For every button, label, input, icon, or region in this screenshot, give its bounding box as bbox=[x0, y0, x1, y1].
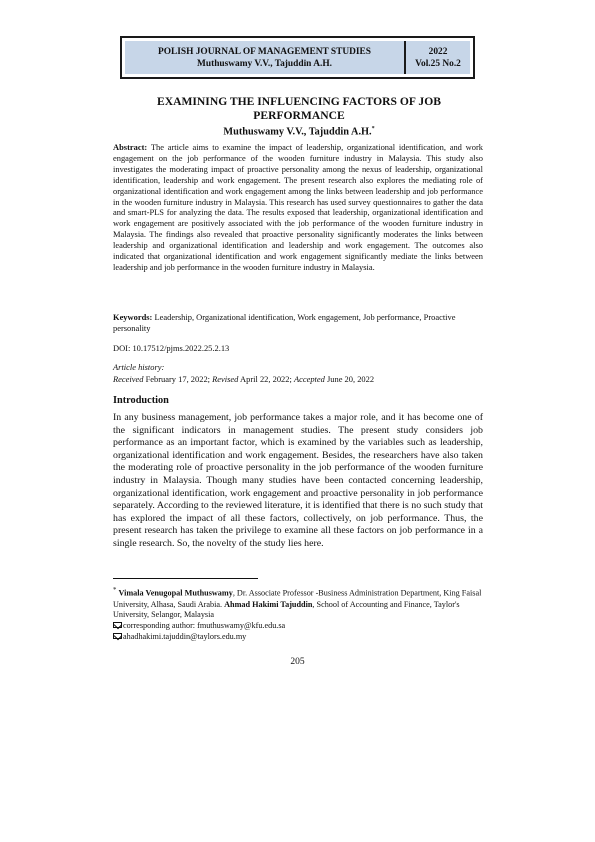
introduction-paragraph: In any business management, job performance takes a major role, and it has become one of the significant indicators in management studies. The present study considers job performance as an important factor, which is examined by the variables such as leadership, organizational identification and work engagement. Besides, the researchers have also taken the moderating role of proactive personality in the job performance of the wooden furniture industry in Malaysia. Though many studies have been contacted concerning leadership, organizational identification, work engagement and proactive personality in job performance separately. According to the reviewed literature, it is identified that there is no such study that has explored the impact of all these factors, collectively, on job performance. Thus, the present research has taken the privilege to examine all these factors on job performance in a single research. So, the novelty of the study lies here. bbox=[113, 412, 483, 549]
accepted-label: Accepted bbox=[293, 374, 325, 384]
paper-title-line1: EXAMINING THE INFLUENCING FACTORS OF JOB bbox=[157, 95, 441, 108]
envelope-icon bbox=[113, 633, 122, 639]
author-footnote bbox=[113, 586, 483, 643]
journal-header bbox=[120, 36, 475, 79]
author-footnote-mark: * bbox=[371, 126, 375, 132]
footnote-mark: * bbox=[113, 587, 117, 594]
history-label: Article history: bbox=[113, 362, 165, 372]
revised-label: Revised bbox=[212, 374, 239, 384]
revised-date: April 22, 2022; bbox=[238, 374, 294, 384]
journal-name: POLISH JOURNAL OF MANAGEMENT STUDIES bbox=[157, 46, 372, 57]
paper-authors bbox=[112, 126, 486, 137]
article-history bbox=[113, 361, 483, 385]
footnote-author2: Ahmad Hakimi Tajuddin bbox=[224, 599, 313, 609]
keywords-text: Leadership, Organizational identification, Work engagement, Job performance, Proactive personality bbox=[113, 312, 456, 333]
introduction-heading: Introduction bbox=[113, 395, 169, 406]
journal-volume: Vol.25 No.2 bbox=[415, 58, 461, 69]
keywords bbox=[113, 312, 483, 334]
footnote-affiliation2: , School of Accounting and Finance, Taylor's University, Selangor, Malaysia bbox=[113, 599, 460, 620]
footnote-divider bbox=[113, 578, 258, 579]
footnote-email2[interactable]: ahadhakimi.tajuddin@taylors.edu.my bbox=[123, 631, 247, 641]
paper-title-line2: PERFORMANCE bbox=[253, 109, 345, 122]
doi: DOI: 10.17512/pjms.2022.25.2.13 bbox=[113, 343, 230, 353]
abstract bbox=[113, 142, 483, 273]
received-date: February 17, 2022; bbox=[143, 374, 213, 384]
footnote-email1[interactable]: corresponding author: fmuthuswamy@kfu.edu.sa bbox=[123, 621, 286, 631]
footnote-affiliation1: , Dr. Associate Professor -Business Administration Department, King Faisal University, Alhasa, Saudi Arabia. bbox=[113, 588, 482, 609]
journal-year: 2022 bbox=[428, 46, 448, 57]
footnote-author1: Vimala Venugopal Muthuswamy bbox=[118, 588, 233, 598]
page-number: 205 bbox=[290, 657, 305, 667]
envelope-icon bbox=[113, 622, 122, 628]
abstract-label: Abstract: bbox=[113, 142, 148, 152]
authors-names: Muthuswamy V.V., Tajuddin A.H. bbox=[223, 126, 372, 138]
header-journal-info bbox=[125, 41, 406, 74]
header-issue-info bbox=[406, 41, 470, 74]
header-authors: Muthuswamy V.V., Tajuddin A.H. bbox=[197, 58, 332, 69]
abstract-text: The article aims to examine the impact of leadership, organizational identification, and work engagement on the job performance of the wooden furniture industry in Malaysia. This study also investigates the moderating impact of proactive personality among the nexus of leadership, organizational identification, leadership and work engagement. The present research also explores the mediating role of organizational identification and work engagement among the links between leadership and job performance in the wooden furniture industry in Malaysia. This research has used survey questionnaires to gather the data and smart-PLS for analyzing the data. The results exposed that leadership, organizational identification and work engagement are positively associated with the job performance of the wooden furniture industry in Malaysia. The findings also revealed that proactive personality significantly moderates the links between leadership and organizational identification and leadership and work engagement. The outcomes also indicated that organizational identification and work engagement significantly mediate the links between leadership and job performance in the wooden furniture industry in Malaysia. bbox=[113, 142, 483, 272]
keywords-label: Keywords: bbox=[113, 312, 153, 322]
paper-title bbox=[112, 95, 486, 123]
received-label: Received bbox=[113, 374, 144, 384]
accepted-date: June 20, 2022 bbox=[324, 374, 375, 384]
